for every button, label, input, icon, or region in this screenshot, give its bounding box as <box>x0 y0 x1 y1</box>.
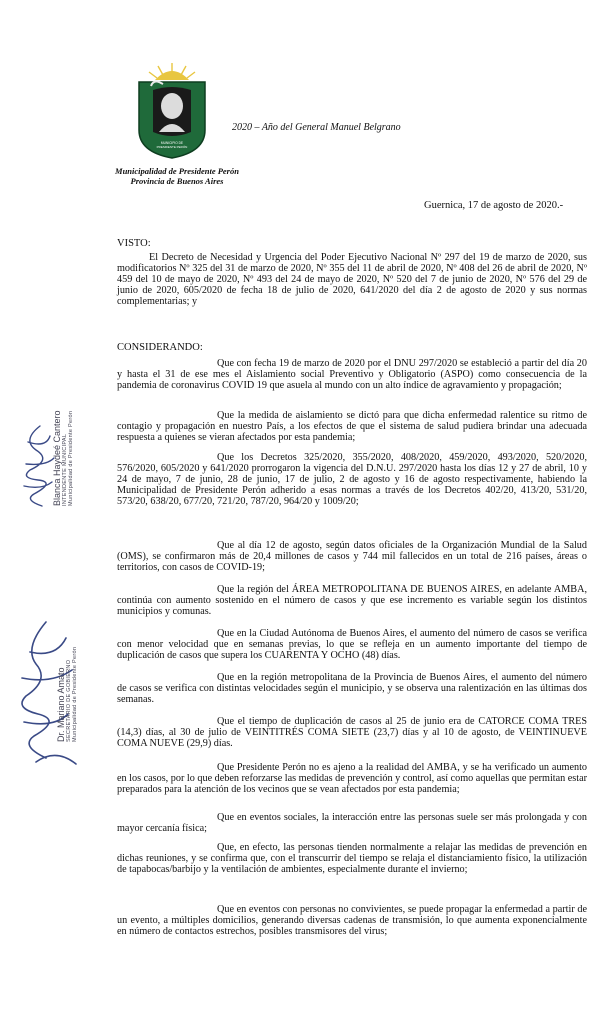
sun-icon <box>149 63 195 80</box>
logo-lettering: MUNICIPIO DE <box>160 141 184 145</box>
municipality-name: Municipalidad de Presidente Perón <box>115 166 239 176</box>
considerando-heading: CONSIDERANDO: <box>117 342 203 353</box>
stamp-secretario-org: Municipalidad de Presidente Perón <box>72 646 78 742</box>
visto-paragraph: El Decreto de Necesidad y Urgencia del Poder Ejecutivo Nacional Nº 297 del 19 de marzo de 2020, sus modificatorios Nº 325 del 31 de marzo de 2020, Nº 355 del 11 de abril de 2020, Nº 408 del 26 de abril de 2020, Nº 459 del 10 de mayo de 2020, Nº 493 del 24 de mayo de 2020, Nº 520 del 7 de junio de 2020, Nº 576 del 29 de junio de 2020, 605/2020 de fecha 18 de julio de 2020, 641/2020 del día 2 de agosto de 2020 y sus normas complementarias; y <box>117 252 587 308</box>
considerando-paragraph-2: Que la medida de aislamiento se dictó para que dicha enfermedad ralentice su ritmo de contagio y propagación en nuestro País, a los efectos de que el sistema de salud pudiera brindar una adecuada respuesta a quienes se vieran afectados por esta pandemia; <box>117 410 587 444</box>
stamp-intendente-org: Municipalidad de Presidente Perón <box>68 410 74 506</box>
province-name: Provincia de Buenos Aires <box>130 176 224 186</box>
stamp-secretario-name: Dr. Mariano Amato <box>56 667 66 742</box>
considerando-paragraph-11: Que, en efecto, las personas tienden normalmente a relajar las medidas de prevención en dichas reuniones, y se confirma que, con el transcurrir del tiempo se relaja el distanciamiento físico, la utilización de tapabocas/barbijo y la ventilación de ambientes, especialmente durante el invierno; <box>117 842 587 876</box>
considerando-paragraph-8: Que el tiempo de duplicación de casos al 25 de junio era de CATORCE COMA TRES (14,3) días, al 30 de julio de VEINTITRÉS COMA SIETE (23,7) días y al 10 de agosto, de VEINTINUEVE COMA NUEVE (29,9) días. <box>117 716 587 750</box>
municipal-logo <box>133 60 211 160</box>
year-motto: 2020 – Año del General Manuel Belgrano <box>232 122 401 133</box>
considerando-paragraph-7: Que en la región metropolitana de la Provincia de Buenos Aires, el aumento del número de casos se verifica con distintas velocidades según el municipio, y se observa una ralentización en las últimas dos semanas. <box>117 672 587 706</box>
considerando-paragraph-10: Que en eventos sociales, la interacción entre las personas suele ser más prolongada y con mayor cercanía física; <box>117 812 587 835</box>
municipality-heading <box>102 166 252 186</box>
considerando-paragraph-12: Que en eventos con personas no convivientes, se puede propagar la enfermedad a partir de un evento, a múltiples domicilios, generando diversas cadenas de transmisión, lo que aumenta exponencialmente en número de contactos estrechos, posibles transmisores del virus; <box>117 904 587 938</box>
stamp-intendente-name: Blanca Haydeé Cantero <box>52 410 62 506</box>
stamp-secretario-role: SECRETARIO DE GOBIERNO <box>66 659 72 742</box>
considerando-paragraph-5: Que la región del ÁREA METROPOLITANA DE BUENOS AIRES, en adelante AMBA, continúa con aumento sostenido en el número de casos y que ese incremento es variable según los distintos municipios y comunas. <box>117 584 587 618</box>
stamp-intendente-role: INTENDENTE MUNICIPAL <box>62 433 68 506</box>
considerando-paragraph-3: Que los Decretos 325/2020, 355/2020, 408/2020, 459/2020, 493/2020, 520/2020, 576/2020, 605/2020 y 641/2020 prorrogaron la vigencia del D.N.U. 297/2020 hasta los días 12 y 27 de abril, 10 y 24 de mayo, 7 de junio, 28 de junio, 17 de julio, 2 de agosto y 16 de agosto respectivamente, habiendo la Municipalidad de Presidente Perón adherido a esas normas a través de los Decretos 402/20, 413/20, 531/20, 573/20, 638/20, 677/20, 721/20, 787/20, 964/20 y 1009/20; <box>117 452 587 508</box>
stamp-secretario <box>56 647 78 742</box>
considerando-paragraph-4: Que al día 12 de agosto, según datos oficiales de la Organización Mundial de la Salud (OMS), se confirmaron más de 20,4 millones de casos y 744 mil fallecidos en un total de 216 países, áreas o territorios, con casos de COVID-19; <box>117 540 587 574</box>
stamp-intendente <box>52 410 74 506</box>
svg-text:PRESIDENTE PERÓN: PRESIDENTE PERÓN <box>156 145 188 149</box>
considerando-paragraph-6: Que en la Ciudad Autónoma de Buenos Aires, el aumento del número de casos se verifica con menor velocidad que en semanas previas, lo que se refleja en un aumento importante del tiempo de duplicación de casos que supera los CUARENTA Y OCHO (48) días. <box>117 628 587 662</box>
visto-heading: VISTO: <box>117 238 151 249</box>
document-date: Guernica, 17 de agosto de 2020.- <box>424 200 564 211</box>
considerando-paragraph-1: Que con fecha 19 de marzo de 2020 por el DNU 297/2020 se estableció a partir del día 20 y hasta el 31 de ese mes el Aislamiento social Preventivo y Obligatorio (ASPO) como consecuencia de la pandemia de coronavirus COVID 19 que asuela al mundo con un alto índice de agravamiento y propagación; <box>117 358 587 392</box>
considerando-paragraph-9: Que Presidente Perón no es ajeno a la realidad del AMBA, y se ha verificado un aumento en los casos, por lo que deben reforzarse las medidas de prevención y control, así como aquellas que permitan estar preparados para la atención de los vecinos que se vean afectados por esta pandemia; <box>117 762 587 796</box>
